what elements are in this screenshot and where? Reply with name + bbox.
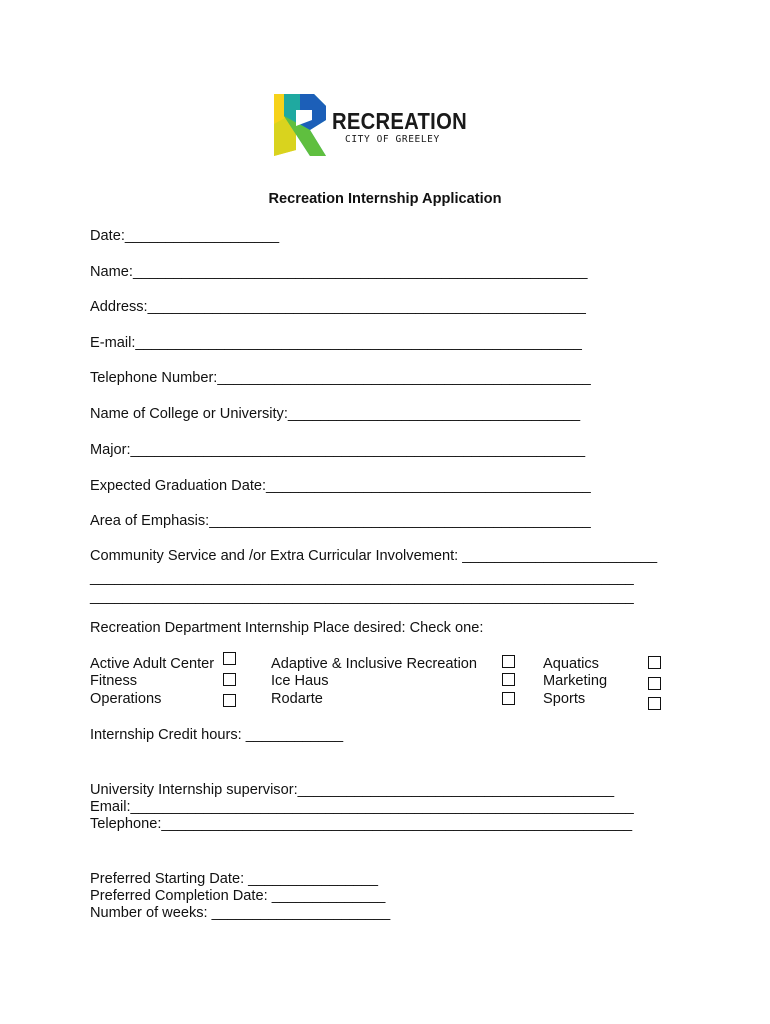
- option-label-aquatics: Aquatics: [543, 656, 599, 672]
- address-field[interactable]: Address:______________________________________________________: [90, 299, 586, 315]
- supervisor-telephone-field[interactable]: Telephone:__________________________________________________________: [90, 816, 633, 832]
- checkbox-aquatics[interactable]: [648, 656, 661, 669]
- option-label-rodarte: Rodarte: [271, 691, 323, 707]
- community-service-field[interactable]: Community Service and /or Extra Curricular Involvement: ________________________: [90, 548, 658, 564]
- logo-subtitle: CITY OF GREELEY: [345, 134, 440, 145]
- checkbox-ice-haus[interactable]: [502, 673, 515, 686]
- option-label-ice-haus: Ice Haus: [271, 673, 329, 689]
- recreation-logo: [270, 90, 470, 160]
- option-label-operations: Operations: [90, 691, 162, 707]
- option-label-marketing: Marketing: [543, 673, 608, 689]
- community-service-line-3[interactable]: ___________________________________________________________________: [90, 589, 634, 605]
- logo-wordmark: RECREATION: [332, 108, 467, 134]
- credit-hours-field[interactable]: Internship Credit hours: ____________: [90, 727, 344, 743]
- graduation-date-field[interactable]: Expected Graduation Date:________________________________________: [90, 478, 591, 494]
- checkbox-marketing[interactable]: [648, 677, 661, 690]
- option-label-adaptive-inclusive: Adaptive & Inclusive Recreation: [271, 656, 478, 672]
- major-field[interactable]: Major:________________________________________________________: [90, 442, 586, 458]
- name-field[interactable]: Name:________________________________________________________: [90, 264, 588, 280]
- option-label-sports: Sports: [543, 691, 586, 707]
- preferred-completion-date-field[interactable]: Preferred Completion Date: ______________: [90, 888, 386, 904]
- date-field[interactable]: Date:___________________: [90, 228, 280, 244]
- telephone-field[interactable]: Telephone Number:______________________________________________: [90, 370, 591, 386]
- checkbox-rodarte[interactable]: [502, 692, 515, 705]
- email-field[interactable]: E-mail:_______________________________________________________: [90, 335, 582, 351]
- option-label-fitness: Fitness: [90, 673, 138, 689]
- option-label-active-adult-center: Active Adult Center: [90, 656, 215, 672]
- checkbox-active-adult-center[interactable]: [223, 652, 236, 665]
- checkbox-sports[interactable]: [648, 697, 661, 710]
- supervisor-name-field[interactable]: University Internship supervisor:_______________________________________: [90, 782, 615, 798]
- number-of-weeks-field[interactable]: Number of weeks: ______________________: [90, 905, 391, 921]
- checkbox-adaptive-inclusive[interactable]: [502, 655, 515, 668]
- supervisor-email-field[interactable]: Email:______________________________________________________________: [90, 799, 634, 815]
- preferred-start-date-field[interactable]: Preferred Starting Date: ________________: [90, 871, 379, 887]
- department-prompt: Recreation Department Internship Place desired: Check one:: [90, 620, 484, 636]
- college-field[interactable]: Name of College or University:____________________________________: [90, 406, 581, 422]
- community-service-line-2[interactable]: ___________________________________________________________________: [90, 570, 634, 586]
- checkbox-fitness[interactable]: [223, 673, 236, 686]
- area-of-emphasis-field[interactable]: Area of Emphasis:_______________________________________________: [90, 513, 591, 529]
- recreation-r-mark-icon: [270, 90, 332, 160]
- page-title: Recreation Internship Application: [268, 191, 502, 207]
- checkbox-operations[interactable]: [223, 694, 236, 707]
